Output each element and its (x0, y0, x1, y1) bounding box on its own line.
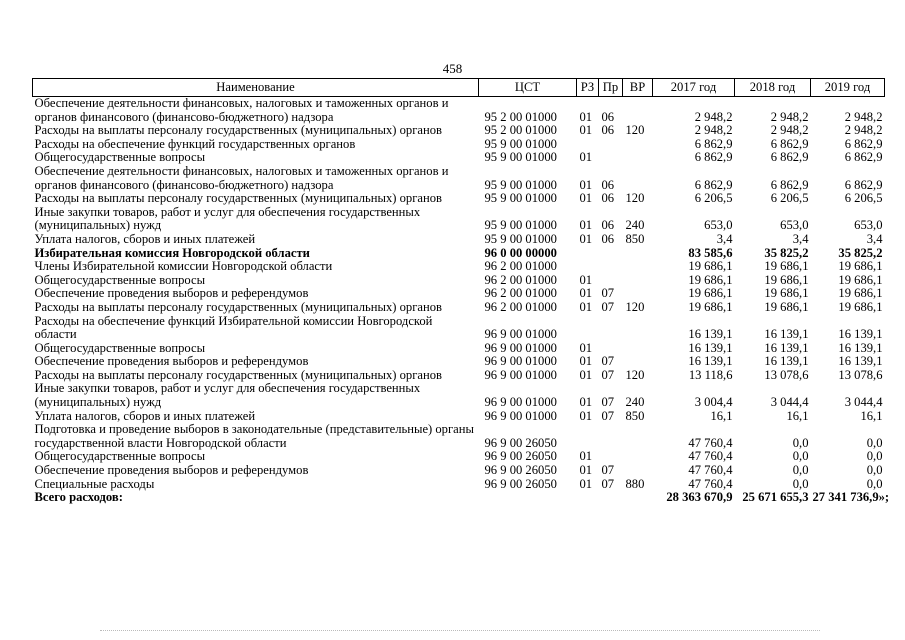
table-row (33, 301, 885, 315)
table-row (33, 274, 885, 288)
table-row (33, 233, 885, 247)
cell-y2019: 16 139,1 (838, 354, 883, 369)
cell-name: Члены Избирательной комиссии Новгородской области (34, 259, 333, 274)
cell-y2019: 0,0 (866, 449, 883, 464)
cell-vr (623, 315, 653, 342)
table-row (33, 124, 885, 138)
cell-y2018: 653,0 (780, 218, 809, 233)
cell-y2017: 6 862,9 (694, 150, 733, 165)
cell-rz: 01 (579, 340, 593, 355)
cell-name: Уплата налогов, сборов и иных платежей (34, 408, 256, 423)
table-body (33, 96, 890, 505)
cell-y2019: 0,0 (866, 463, 883, 478)
cell-name: Обеспечение деятельности финансовых, налоговых и таможенных органов и органов финансового (финансово-бюджетного) надзора (34, 163, 449, 192)
cell-y2018: 6 862,9 (770, 150, 809, 165)
cell-y2019: 19 686,1 (838, 286, 883, 301)
cell-name: Расходы на выплаты персоналу государственных (муниципальных) органов (34, 299, 442, 314)
total-y2019: 27 341 736,9»; (812, 490, 890, 505)
header-name: Наименование (33, 79, 479, 97)
cell-name: Иные закупки товаров, работ и услуг для обеспечения государственных (муниципальных) нужд (34, 381, 421, 410)
cell-cst: 95 9 00 01000 (484, 136, 557, 151)
cell-cst: 95 2 00 01000 (484, 109, 557, 124)
cell-vr (623, 287, 653, 301)
cell-name: Расходы на обеспечение функций государственных органов (34, 136, 356, 151)
table-row (33, 382, 885, 409)
cell-y2019: 2 948,2 (844, 123, 883, 138)
cell-pr (599, 260, 623, 274)
cell-y2017: 19 686,1 (688, 286, 733, 301)
cell-name: Общегосударственные вопросы (34, 272, 206, 287)
cell-y2018: 2 948,2 (770, 109, 809, 124)
cell-name: Иные закупки товаров, работ и услуг для обеспечения государственных (муниципальных) нужд (34, 204, 421, 233)
cell-cst: 96 9 00 01000 (484, 354, 557, 369)
cell-y2019: 3 044,4 (844, 395, 883, 410)
cell-cst: 96 2 00 01000 (484, 272, 557, 287)
empty-cell (623, 491, 653, 505)
cell-rz: 01 (579, 218, 593, 233)
cell-y2019: 19 686,1 (838, 299, 883, 314)
cell-cst: 95 9 00 01000 (484, 191, 557, 206)
cell-vr: 120 (625, 123, 645, 138)
cell-pr: 07 (601, 395, 615, 410)
cell-pr: 07 (601, 299, 615, 314)
cell-name: Расходы на выплаты персоналу государственных (муниципальных) органов (34, 191, 442, 206)
cell-rz: 01 (579, 354, 593, 369)
cell-y2018: 2 948,2 (770, 123, 809, 138)
cell-y2017: 13 118,6 (688, 367, 733, 382)
cell-y2017: 2 948,2 (694, 109, 733, 124)
cell-y2018: 19 686,1 (764, 272, 809, 287)
cell-vr (623, 97, 653, 125)
cell-vr (623, 342, 653, 356)
cell-pr: 07 (601, 286, 615, 301)
cell-cst: 96 9 00 01000 (484, 340, 557, 355)
cell-cst: 95 9 00 01000 (484, 177, 557, 192)
cell-y2017: 2 948,2 (694, 123, 733, 138)
cell-pr (599, 274, 623, 288)
cell-y2019: 3,4 (866, 231, 883, 246)
cell-y2017: 6 206,5 (694, 191, 733, 206)
cell-y2018: 16 139,1 (764, 327, 809, 342)
cell-pr: 06 (601, 123, 615, 138)
cell-cst: 96 2 00 01000 (484, 299, 557, 314)
cell-vr (623, 138, 653, 152)
cell-rz: 01 (579, 109, 593, 124)
cell-cst: 96 9 00 01000 (484, 408, 557, 423)
cell-vr (623, 464, 653, 478)
table-row (33, 260, 885, 274)
header-2019: 2019 год (811, 79, 885, 97)
cell-vr: 120 (625, 367, 645, 382)
cell-vr (623, 247, 653, 261)
cell-name: Обеспечение проведения выборов и референдумов (34, 354, 309, 369)
cell-cst: 96 9 00 01000 (484, 395, 557, 410)
budget-table (32, 78, 890, 505)
cell-y2019: 16 139,1 (838, 327, 883, 342)
cell-rz: 01 (579, 177, 593, 192)
cell-y2017: 653,0 (704, 218, 733, 233)
header-cst: ЦСТ (479, 79, 577, 97)
cell-y2018: 19 686,1 (764, 259, 809, 274)
cell-rz: 01 (579, 272, 593, 287)
cell-name: Расходы на обеспечение функций Избирательной комиссии Новгородской области (34, 313, 433, 342)
cell-y2018: 6 862,9 (770, 136, 809, 151)
cell-pr: 07 (601, 463, 615, 478)
table-row (33, 410, 885, 424)
cell-cst: 95 9 00 01000 (484, 150, 557, 165)
cell-pr (599, 315, 623, 342)
cell-cst: 95 9 00 01000 (484, 218, 557, 233)
cell-rz: 01 (579, 476, 593, 491)
cell-name: Уплата налогов, сборов и иных платежей (34, 231, 256, 246)
cell-pr: 07 (601, 408, 615, 423)
empty-cell (577, 491, 599, 505)
cell-pr (599, 423, 623, 450)
table-row (33, 315, 885, 342)
cell-y2017: 83 585,6 (688, 245, 733, 260)
table-row (33, 355, 885, 369)
cell-y2017: 16 139,1 (688, 354, 733, 369)
cell-y2018: 13 078,6 (764, 367, 809, 382)
cell-name: Подготовка и проведение выборов в законодательные (представительные) органы государственной власти Новгородской области (34, 422, 474, 450)
cell-y2017: 3,4 (716, 231, 733, 246)
total-label: Всего расходов: (34, 490, 123, 505)
table-row (33, 247, 885, 261)
cell-cst: 96 0 00 00000 (484, 245, 557, 260)
cell-y2019: 653,0 (854, 218, 883, 233)
empty-cell (599, 491, 623, 505)
cell-name: Общегосударственные вопросы (34, 449, 206, 464)
cell-y2017: 19 686,1 (688, 299, 733, 314)
cell-y2018: 35 825,2 (764, 245, 809, 260)
cell-cst: 96 2 00 01000 (484, 259, 557, 274)
page-number: 458 (442, 61, 463, 76)
cell-name: Обеспечение деятельности финансовых, налоговых и таможенных органов и органов финансового (финансово-бюджетного) надзора (34, 96, 449, 124)
cell-vr (623, 260, 653, 274)
cell-pr (599, 138, 623, 152)
cell-vr (623, 450, 653, 464)
cell-y2017: 47 760,4 (688, 449, 733, 464)
cell-name: Общегосударственные вопросы (34, 150, 206, 165)
cell-vr: 880 (625, 476, 645, 491)
cell-y2018: 19 686,1 (764, 299, 809, 314)
cell-vr: 850 (625, 231, 645, 246)
cell-pr: 06 (601, 218, 615, 233)
cell-y2017: 3 004,4 (694, 395, 733, 410)
cell-y2018: 16,1 (786, 408, 809, 423)
page-bottom-artifact (100, 630, 820, 632)
cell-rz (577, 315, 599, 342)
cell-vr: 120 (625, 191, 645, 206)
table-row (33, 464, 885, 478)
cell-rz: 01 (579, 395, 593, 410)
header-vr: ВР (623, 79, 653, 97)
total-y2017: 28 363 670,9 (666, 490, 733, 505)
cell-rz (577, 247, 599, 261)
cell-rz: 01 (579, 367, 593, 382)
cell-name: Обеспечение проведения выборов и референдумов (34, 463, 309, 478)
cell-pr: 06 (601, 177, 615, 192)
cell-y2019: 35 825,2 (838, 245, 883, 260)
cell-cst: 96 2 00 01000 (484, 286, 557, 301)
cell-y2018: 16 139,1 (764, 354, 809, 369)
cell-cst: 95 9 00 01000 (484, 231, 557, 246)
cell-y2018: 3 044,4 (770, 395, 809, 410)
cell-name: Обеспечение проведения выборов и референдумов (34, 286, 309, 301)
cell-y2018: 0,0 (792, 463, 809, 478)
cell-y2018: 16 139,1 (764, 340, 809, 355)
cell-y2017: 6 862,9 (694, 136, 733, 151)
cell-name: Избирательная комиссия Новгородской области (34, 245, 310, 260)
table-row (33, 342, 885, 356)
cell-rz: 01 (579, 231, 593, 246)
cell-cst: 96 9 00 01000 (484, 327, 557, 342)
cell-vr (623, 355, 653, 369)
cell-rz (577, 423, 599, 450)
cell-vr (623, 423, 653, 450)
cell-rz: 01 (579, 123, 593, 138)
cell-rz: 01 (579, 463, 593, 478)
table-row (33, 287, 885, 301)
table-row (33, 138, 885, 152)
cell-cst: 95 2 00 01000 (484, 123, 557, 138)
cell-rz: 01 (579, 286, 593, 301)
cell-y2019: 2 948,2 (844, 109, 883, 124)
cell-vr (623, 165, 653, 192)
cell-pr: 07 (601, 354, 615, 369)
cell-y2017: 16 139,1 (688, 327, 733, 342)
cell-rz (577, 260, 599, 274)
cell-y2018: 19 686,1 (764, 286, 809, 301)
cell-pr: 07 (601, 476, 615, 491)
cell-y2019: 16,1 (860, 408, 883, 423)
cell-y2018: 0,0 (792, 476, 809, 491)
cell-y2017: 47 760,4 (688, 435, 733, 450)
cell-y2017: 16,1 (710, 408, 733, 423)
cell-y2017: 47 760,4 (688, 463, 733, 478)
cell-y2019: 6 862,9 (844, 136, 883, 151)
total-row (33, 491, 885, 505)
cell-pr (599, 151, 623, 165)
table-row (33, 423, 885, 450)
header-rz: РЗ (577, 79, 599, 97)
cell-y2017: 19 686,1 (688, 259, 733, 274)
cell-cst: 96 9 00 26050 (484, 449, 557, 464)
cell-pr (599, 342, 623, 356)
cell-y2019: 0,0 (866, 435, 883, 450)
cell-rz: 01 (579, 150, 593, 165)
cell-vr: 240 (625, 218, 645, 233)
cell-vr: 240 (625, 395, 645, 410)
cell-y2019: 6 862,9 (844, 150, 883, 165)
cell-pr: 06 (601, 231, 615, 246)
cell-y2019: 6 206,5 (844, 191, 883, 206)
table-row (33, 450, 885, 464)
cell-pr: 06 (601, 191, 615, 206)
cell-vr (623, 151, 653, 165)
cell-name: Общегосударственные вопросы (34, 340, 206, 355)
header-pr: Пр (599, 79, 623, 97)
cell-cst: 96 9 00 26050 (484, 476, 557, 491)
cell-vr: 850 (625, 408, 645, 423)
cell-rz: 01 (579, 408, 593, 423)
header-2018: 2018 год (735, 79, 811, 97)
cell-y2018: 0,0 (792, 435, 809, 450)
table-row (33, 478, 885, 492)
table-row (33, 151, 885, 165)
total-y2018: 25 671 655,3 (742, 490, 809, 505)
cell-rz: 01 (579, 299, 593, 314)
cell-cst: 96 9 00 26050 (484, 463, 557, 478)
cell-cst: 96 9 00 26050 (484, 435, 557, 450)
cell-y2018: 3,4 (792, 231, 809, 246)
cell-y2019: 0,0 (866, 476, 883, 491)
cell-rz (577, 138, 599, 152)
cell-pr (599, 247, 623, 261)
cell-pr (599, 450, 623, 464)
table-row (33, 165, 885, 192)
cell-y2019: 19 686,1 (838, 272, 883, 287)
cell-cst: 96 9 00 01000 (484, 367, 557, 382)
cell-y2019: 16 139,1 (838, 340, 883, 355)
cell-y2019: 19 686,1 (838, 259, 883, 274)
cell-y2018: 6 862,9 (770, 177, 809, 192)
cell-pr: 07 (601, 367, 615, 382)
cell-y2019: 6 862,9 (844, 177, 883, 192)
table-row (33, 369, 885, 383)
cell-name: Расходы на выплаты персоналу государственных (муниципальных) органов (34, 123, 442, 138)
cell-pr: 06 (601, 109, 615, 124)
empty-cell (479, 491, 577, 505)
cell-name: Расходы на выплаты персоналу государственных (муниципальных) органов (34, 367, 442, 382)
cell-y2019: 13 078,6 (838, 367, 883, 382)
cell-rz: 01 (579, 191, 593, 206)
cell-vr: 120 (625, 299, 645, 314)
cell-y2018: 0,0 (792, 449, 809, 464)
table-row (33, 206, 885, 233)
cell-y2017: 16 139,1 (688, 340, 733, 355)
cell-y2017: 47 760,4 (688, 476, 733, 491)
table-row (33, 97, 885, 125)
cell-y2017: 19 686,1 (688, 272, 733, 287)
cell-vr (623, 274, 653, 288)
table-header-row (33, 79, 885, 97)
cell-rz: 01 (579, 449, 593, 464)
cell-y2018: 6 206,5 (770, 191, 809, 206)
header-2017: 2017 год (653, 79, 735, 97)
cell-y2017: 6 862,9 (694, 177, 733, 192)
table-row (33, 192, 885, 206)
cell-name: Специальные расходы (34, 476, 155, 491)
